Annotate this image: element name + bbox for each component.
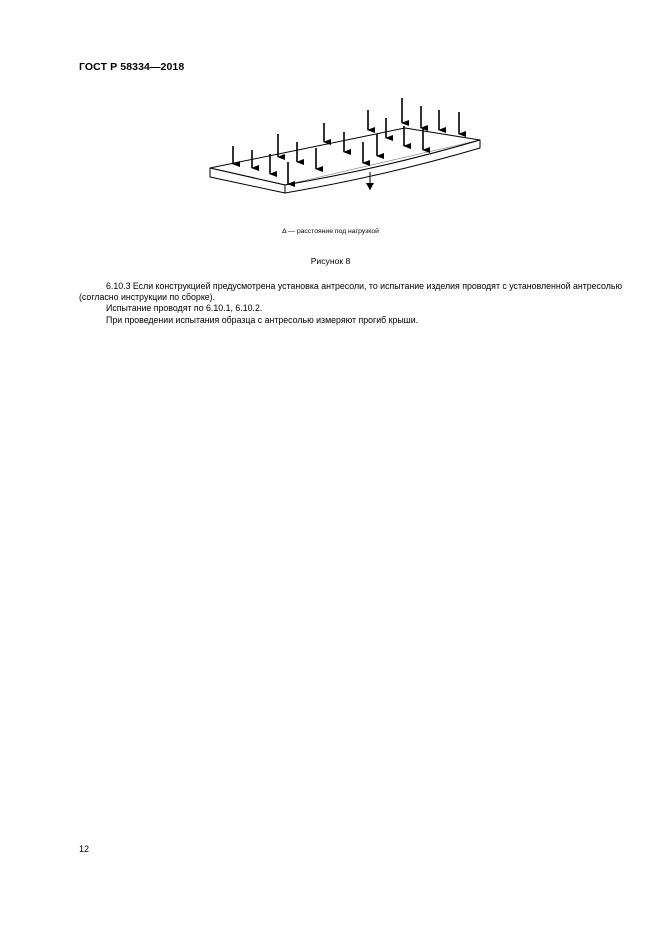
paragraph: Испытание проводят по 6.10.1, 6.10.2. <box>106 303 263 314</box>
paragraph: При проведении испытания образца с антресолью измеряют прогиб крыши. <box>106 314 419 325</box>
figure-8-load-diagram <box>200 90 500 205</box>
document-header: ГОСТ Р 58334—2018 <box>79 61 185 73</box>
paragraph: 6.10.3 Если конструкцией предусмотрена установка антресоли, то испытание изделия проводят с установленной антресолью (согласно инструкции по сборке). <box>79 281 623 303</box>
deflection-drawing <box>200 90 500 205</box>
figure-legend: Δ — расстояние под нагрузкой <box>282 228 379 235</box>
page-number: 12 <box>79 844 90 854</box>
figure-caption: Рисунок 8 <box>310 256 351 266</box>
body-text <box>79 281 624 326</box>
